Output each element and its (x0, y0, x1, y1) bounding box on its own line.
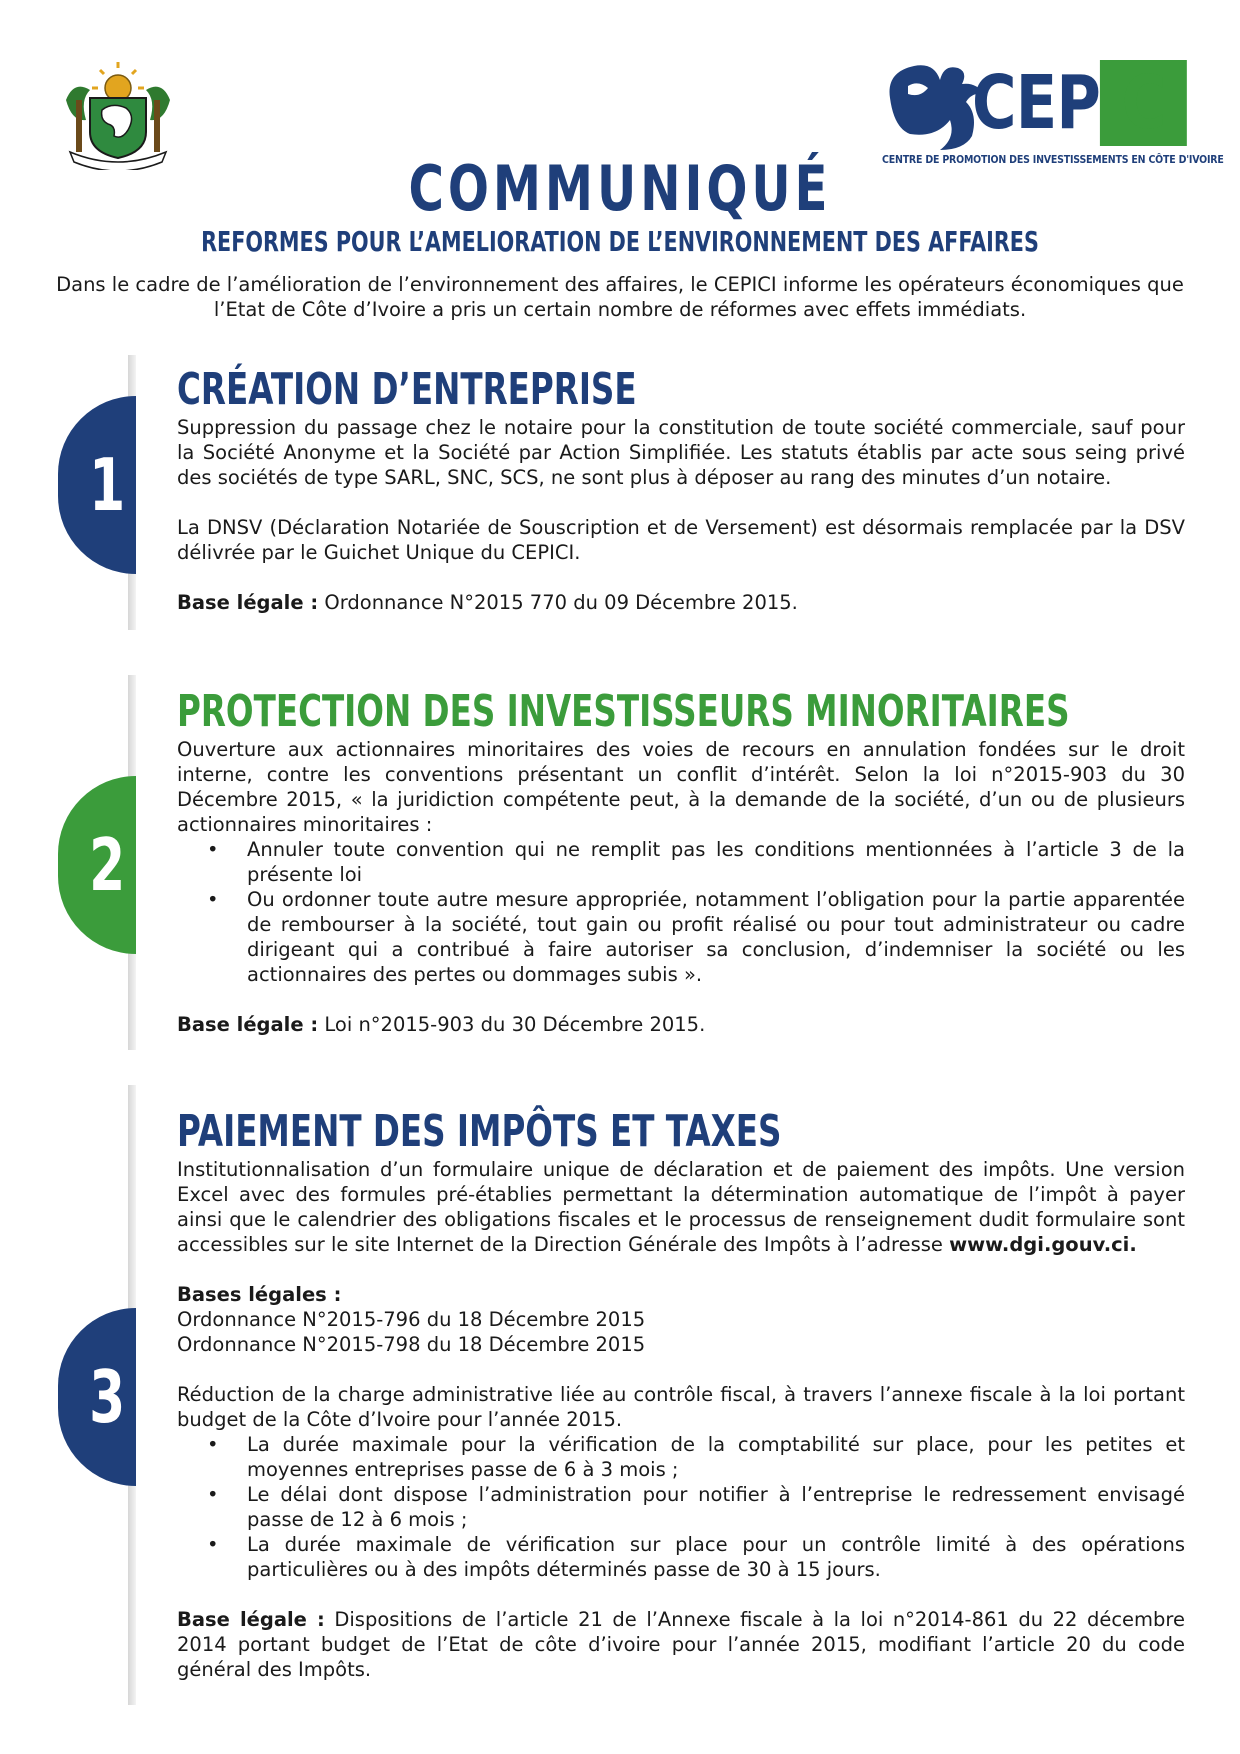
paragraph: La DNSV (Déclaration Notariée de Souscription et de Versement) est désormais remplacée par la DSV délivrée par le Guichet Unique du CEPICI. (177, 516, 1185, 564)
section-number-badge: 1 (58, 396, 136, 574)
page-subtitle: REFORMES POUR L’AMELIORATION DE L’ENVIRONNEMENT DES AFFAIRES (201, 225, 1039, 258)
paragraph: Institutionnalisation d’un formulaire unique de déclaration et de paiement des impôts. Une version Excel avec des formules pré-établies permettant la détermination automatique de l’impôt à payer ainsi que le calendrier des obligations fiscales et le processus de renseignement dudit formulaire sont accessibles sur le site Internet de la Direction Générale des Impôts à l’adresse www.dgi.gouv.ci. (177, 1158, 1185, 1256)
section-title: PAIEMENT DES IMPÔTS ET TAXES (177, 1106, 782, 1157)
dgi-website-link[interactable]: www.dgi.gouv.ci. (949, 1233, 1137, 1256)
legal-basis-text: Ordonnance N°2015 770 du 09 Décembre 2015. (318, 591, 798, 614)
legal-basis-item: Ordonnance N°2015-796 du 18 Décembre 2015 (177, 1308, 646, 1331)
section-number-badge: 2 (58, 776, 136, 954)
list-item: • Annuler toute convention qui ne remplit pas les conditions mentionnées à l’article 3 de la présente loi (247, 837, 1185, 887)
section-title: PROTECTION DES INVESTISSEURS MINORITAIRES (177, 686, 1070, 737)
legal-basis (177, 590, 1185, 615)
paragraph: Ouverture aux actionnaires minoritaires des voies de recours en annulation fondées sur le droit interne, contre les conventions présentant un conflit d’intérêt. Selon la loi n°2015-903 du 30 Décembre 2015, « la juridiction compétente peut, à la demande de la société, d’un ou de plusieurs actionnaires minoritaires : (177, 738, 1185, 836)
list-item: • Le délai dont dispose l’administration pour notifier à l’entreprise le redressement envisagé passe de 12 à 6 mois ; (247, 1482, 1185, 1532)
coat-of-arms-emblem (56, 60, 180, 170)
legal-bases-label: Bases légales : (177, 1283, 342, 1306)
list-item: • La durée maximale pour la vérification de la comptabilité sur place, pour les petites et moyennes entreprises passe de 6 à 3 mois ; (247, 1432, 1185, 1482)
legal-basis (177, 1012, 1185, 1037)
legal-basis-text: Loi n°2015-903 du 30 Décembre 2015. (318, 1013, 706, 1036)
bullet-list (177, 1432, 1185, 1582)
list-item: • Ou ordonner toute autre mesure appropriée, notamment l’obligation pour la partie apparentée de rembourser à la société, tout gain ou profit réalisé ou pour tout administrateur ou cadre dirigeant qui a contribué à faire autoriser sa conclusion, d’indemniser la société ou les actionnaires des pertes ou dommages subis ». (247, 887, 1185, 987)
section-body (177, 1157, 1185, 1682)
legal-basis (177, 1607, 1185, 1682)
legal-basis-label: Base légale : (177, 591, 319, 614)
legal-basis-label: Base légale : (177, 1608, 325, 1631)
section-body (177, 415, 1185, 615)
bullet-list (177, 837, 1185, 987)
legal-basis-text: Dispositions de l’article 21 de l’Annexe fiscale à la loi n°2014-861 du 22 décembre 2014 portant budget de l’Etat de côte d’ivoire pour l’année 2015, modifiant l’article 20 du code général des Impôts. (177, 1608, 1185, 1681)
legal-basis-item: Ordonnance N°2015-798 du 18 Décembre 2015 (177, 1333, 646, 1356)
paragraph: Suppression du passage chez le notaire pour la constitution de toute société commerciale, sauf pour la Société Anonyme et la Société par Action Simplifiée. Les statuts établis par acte sous seing privé des sociétés de type SARL, SNC, SCS, ne sont plus à déposer au rang des minutes d’un notaire. (177, 416, 1185, 489)
cepici-logo (880, 58, 1224, 170)
section-body (177, 737, 1185, 1037)
intro-paragraph: Dans le cadre de l’amélioration de l’environnement des affaires, le CEPICI informe les opérateurs économiques que l’Etat de Côte d’Ivoire a pris un certain nombre de réformes avec effets immédiats. (56, 273, 1184, 321)
cepici-tagline: CENTRE DE PROMOTION DES INVESTISSEMENTS EN CÔTE D'IVOIRE (882, 154, 1224, 166)
legal-basis-label: Base légale : (177, 1013, 319, 1036)
section-title: CRÉATION D’ENTREPRISE (177, 364, 637, 415)
paragraph: Réduction de la charge administrative liée au contrôle fiscal, à travers l’annexe fiscale à la loi portant budget de la Côte d’Ivoire pour l’année 2015. (177, 1383, 1185, 1431)
page-title: COMMUNIQUÉ (408, 152, 832, 225)
section-number-badge: 3 (58, 1308, 136, 1486)
list-item: • La durée maximale de vérification sur place pour un contrôle limité à des opérations particulières ou à des impôts déterminés passe de 30 à 15 jours. (247, 1532, 1185, 1582)
cepici-wordmark: CEPICI (972, 60, 1188, 146)
